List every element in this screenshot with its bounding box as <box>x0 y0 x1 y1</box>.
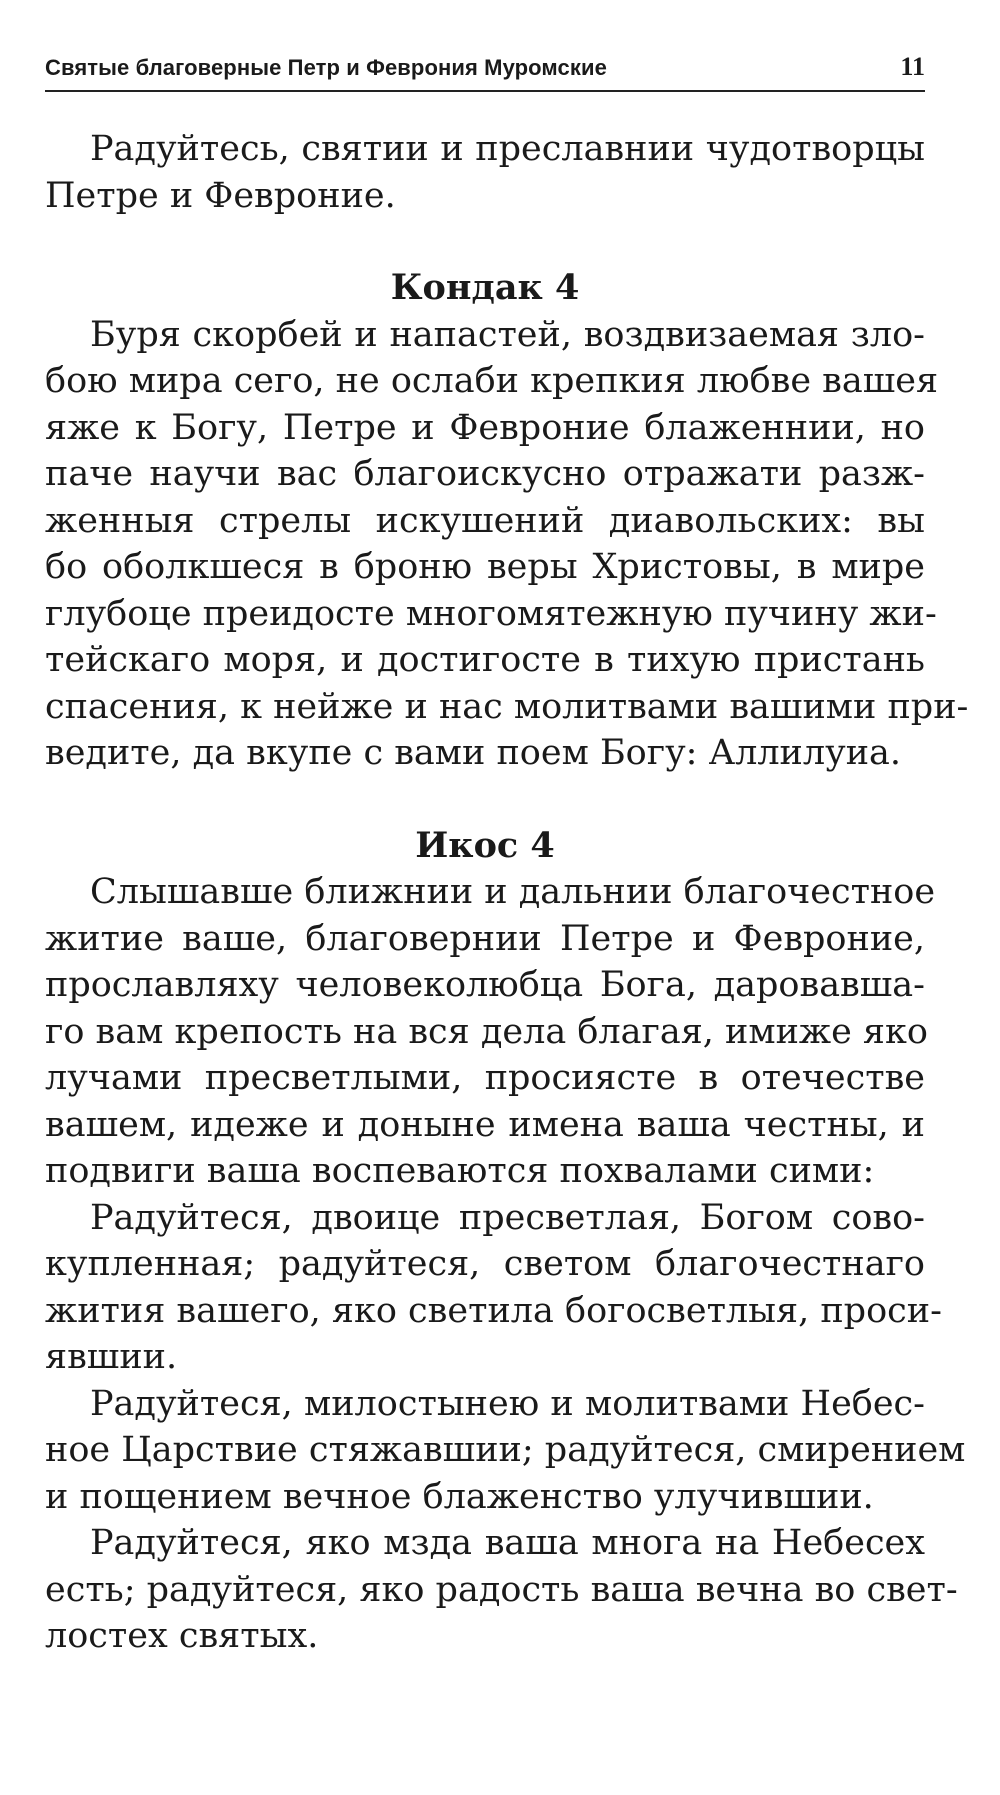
text-line: глубоце преидосте многомятежную пучину жи- <box>45 593 937 634</box>
running-header <box>45 52 925 92</box>
text-line: есть; радуйтеся, яко радость ваша вечна во свет- <box>45 1569 958 1610</box>
text-line: го вам крепость на вся дела благая, имиже яко <box>45 1011 928 1052</box>
text-line: женныя стрелы искушений диавольских: вы <box>45 500 925 541</box>
text-line: житие ваше, благовернии Петре и Февроние, <box>45 918 925 959</box>
kondak-paragraph <box>45 312 969 777</box>
ikos-paragraph <box>45 869 936 1195</box>
ikos-paragraph <box>45 1195 942 1381</box>
text-line: ное Царствие стяжавшии; радуйтеся, смирением <box>45 1430 966 1470</box>
text-line: вашем, идеже и доныне имена ваша честны, и <box>45 1104 925 1145</box>
text-line: Радуйтеся, двоице пресветлая, Богом сово- <box>90 1197 925 1238</box>
text-line: жития вашего, яко светила богосветлыя, проси- <box>45 1290 942 1331</box>
running-title: Святые благоверные Петр и Феврония Муромские <box>45 55 607 80</box>
intro-paragraph <box>45 126 925 219</box>
text-line: подвиги ваша воспеваются похвалами сими: <box>45 1151 875 1191</box>
text-line: Петре и Февроние. <box>45 175 396 216</box>
page-number: 11 <box>900 52 925 81</box>
text-line: купленная; радуйтеся, светом благочестнаго <box>45 1244 925 1284</box>
text-line: прославляху человеколюбца Бога, даровавша- <box>45 965 925 1005</box>
text-line: паче научи вас благоискусно отражати разж- <box>45 454 925 494</box>
text-line: лучами пресветлыми, просиясте в отечестве <box>45 1058 925 1098</box>
text-line: Буря скорбей и напастей, воздвизаемая зло- <box>90 314 925 355</box>
text-line: Радуйтеся, яко мзда ваша многа на Небесех <box>90 1523 925 1563</box>
text-line: и пощением вечное блаженство улучившии. <box>45 1476 874 1517</box>
text-line: Слышавше ближнии и дальнии благочестное <box>90 872 936 912</box>
text-line: бою мира сего, не ослаби крепкия любве вашея <box>45 361 939 401</box>
text-line: Радуйтесь, святии и преславнии чудотворцы <box>90 129 925 169</box>
page-content <box>45 126 969 1660</box>
text-line: Радуйтеся, милостынею и молитвами Небес- <box>90 1383 925 1424</box>
text-line: явшии. <box>45 1337 178 1377</box>
ikos-paragraph <box>45 1381 966 1521</box>
kondak-heading: Кондак 4 <box>390 267 580 308</box>
text-line: спасения, к нейже и нас молитвами вашими при- <box>45 686 969 727</box>
text-line: бо оболкшеся в броню веры Христовы, в мире <box>45 547 925 587</box>
text-line: ведите, да вкупе с вами поем Богу: Аллилуиа. <box>45 733 902 773</box>
section-gap <box>45 777 925 823</box>
text-line: тейскаго моря, и достигосте в тихую пристань <box>45 640 925 680</box>
ikos-heading: Икос 4 <box>415 824 555 866</box>
text-line: лостех святых. <box>45 1616 319 1656</box>
book-page <box>45 52 969 1660</box>
ikos-paragraph <box>45 1520 958 1660</box>
text-line: яже к Богу, Петре и Февроние блаженнии, но <box>45 407 925 448</box>
section-gap <box>45 219 925 265</box>
